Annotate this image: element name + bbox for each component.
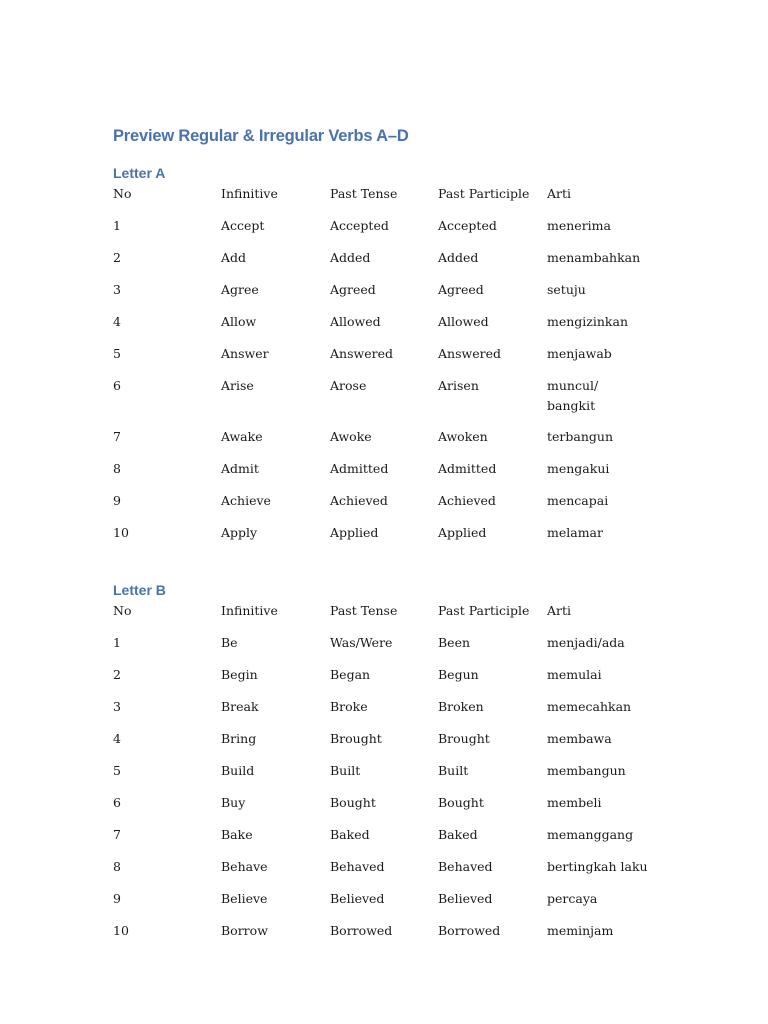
- cell-no: 6: [113, 795, 121, 810]
- cell-no: 5: [113, 346, 121, 361]
- cell-no: 3: [113, 282, 121, 297]
- cell-arti: mengizinkan: [547, 314, 629, 329]
- column-header-past-participle: Past Participle: [438, 603, 530, 618]
- cell-past-participle: Admitted: [438, 461, 497, 476]
- section-heading: Letter A: [113, 165, 166, 181]
- cell-past-participle: Been: [438, 635, 471, 650]
- cell-infinitive: Arise: [221, 378, 254, 393]
- cell-arti: memecahkan: [547, 699, 632, 714]
- cell-past-tense: Borrowed: [330, 923, 393, 938]
- table-row: [113, 459, 658, 491]
- cell-past-tense: Bought: [330, 795, 376, 810]
- cell-arti: melamar: [547, 525, 603, 540]
- cell-past-tense: Added: [330, 250, 371, 265]
- cell-no: 9: [113, 891, 121, 906]
- cell-no: 6: [113, 378, 121, 393]
- cell-infinitive: Admit: [221, 461, 259, 476]
- cell-arti: membawa: [547, 731, 612, 746]
- cell-infinitive: Bake: [221, 827, 253, 842]
- cell-past-participle: Allowed: [438, 314, 489, 329]
- cell-infinitive: Break: [221, 699, 259, 714]
- cell-past-tense: Baked: [330, 827, 370, 842]
- cell-past-tense: Was/Were: [330, 635, 393, 650]
- cell-infinitive: Apply: [221, 525, 258, 540]
- cell-no: 7: [113, 827, 121, 842]
- table-row: [113, 216, 658, 248]
- cell-past-tense: Admitted: [330, 461, 389, 476]
- cell-arti: percaya: [547, 891, 598, 906]
- cell-infinitive: Answer: [221, 346, 269, 361]
- cell-past-participle: Baked: [438, 827, 478, 842]
- cell-past-participle: Borrowed: [438, 923, 501, 938]
- cell-past-participle: Begun: [438, 667, 479, 682]
- table-row: [113, 793, 658, 825]
- table-row: [113, 344, 658, 376]
- cell-arti: mencapai: [547, 493, 609, 508]
- cell-past-tense: Agreed: [330, 282, 376, 297]
- document-page: [113, 124, 673, 953]
- cell-past-tense: Achieved: [330, 493, 388, 508]
- cell-past-participle: Broken: [438, 699, 484, 714]
- column-header-no: No: [113, 186, 132, 201]
- table-row: [113, 312, 658, 344]
- cell-no: 5: [113, 763, 121, 778]
- cell-past-tense: Applied: [330, 525, 379, 540]
- cell-arti-line-1: muncul/: [547, 378, 599, 393]
- cell-no: 4: [113, 314, 121, 329]
- cell-infinitive: Begin: [221, 667, 258, 682]
- cell-infinitive: Be: [221, 635, 238, 650]
- cell-infinitive: Bring: [221, 731, 257, 746]
- cell-past-participle: Bought: [438, 795, 484, 810]
- section-letter-b: [113, 579, 673, 953]
- cell-no: 3: [113, 699, 121, 714]
- cell-past-tense: Arose: [330, 378, 367, 393]
- cell-past-tense: Awoke: [330, 429, 372, 444]
- table-row: [113, 491, 658, 523]
- cell-past-participle: Brought: [438, 731, 490, 746]
- cell-past-participle: Built: [438, 763, 469, 778]
- table-row: [113, 427, 658, 459]
- cell-infinitive: Behave: [221, 859, 268, 874]
- cell-past-participle: Agreed: [438, 282, 484, 297]
- cell-arti: terbangun: [547, 429, 614, 444]
- column-header-infinitive: Infinitive: [221, 603, 278, 618]
- cell-past-participle: Achieved: [438, 493, 496, 508]
- cell-no: 1: [113, 218, 121, 233]
- cell-infinitive: Buy: [221, 795, 246, 810]
- cell-arti: menjawab: [547, 346, 612, 361]
- table-row: [113, 633, 658, 665]
- cell-past-participle: Applied: [438, 525, 487, 540]
- cell-arti: meminjam: [547, 923, 614, 938]
- cell-past-participle: Believed: [438, 891, 493, 906]
- cell-past-participle: Added: [438, 250, 479, 265]
- cell-arti: memulai: [547, 667, 602, 682]
- column-header-no: No: [113, 603, 132, 618]
- column-header-infinitive: Infinitive: [221, 186, 278, 201]
- table-row: [113, 523, 658, 555]
- cell-arti: [547, 376, 658, 427]
- table-row: [113, 280, 658, 312]
- cell-arti: membeli: [547, 795, 602, 810]
- cell-past-tense: Believed: [330, 891, 385, 906]
- table-row: [113, 761, 658, 793]
- cell-past-tense: Brought: [330, 731, 382, 746]
- cell-past-tense: Behaved: [330, 859, 385, 874]
- cell-arti: membangun: [547, 763, 626, 778]
- table-row: [113, 921, 658, 953]
- table-row: [113, 825, 658, 857]
- cell-past-tense: Broke: [330, 699, 368, 714]
- cell-past-participle: Behaved: [438, 859, 493, 874]
- cell-past-tense: Began: [330, 667, 371, 682]
- cell-past-tense: Answered: [330, 346, 393, 361]
- cell-no: 10: [113, 923, 129, 938]
- cell-no: 7: [113, 429, 121, 444]
- cell-arti: menjadi/ada: [547, 635, 625, 650]
- cell-infinitive: Add: [221, 250, 247, 265]
- column-header-arti: Arti: [547, 603, 572, 618]
- cell-past-participle: Accepted: [438, 218, 497, 233]
- table-row: [113, 697, 658, 729]
- column-header-past-tense: Past Tense: [330, 186, 398, 201]
- cell-past-tense: Built: [330, 763, 361, 778]
- cell-past-participle: Answered: [438, 346, 501, 361]
- cell-infinitive: Borrow: [221, 923, 268, 938]
- section-heading: Letter B: [113, 582, 166, 598]
- cell-past-participle: Arisen: [438, 378, 479, 393]
- cell-infinitive: Allow: [221, 314, 257, 329]
- column-header-past-tense: Past Tense: [330, 603, 398, 618]
- cell-arti-line-2: bangkit: [547, 398, 596, 413]
- document-title: Preview Regular & Irregular Verbs A–D: [113, 127, 409, 145]
- cell-no: 2: [113, 667, 121, 682]
- verb-table: [113, 184, 658, 555]
- cell-no: 1: [113, 635, 121, 650]
- cell-infinitive: Agree: [221, 282, 259, 297]
- column-header-arti: Arti: [547, 186, 572, 201]
- cell-no: 8: [113, 859, 121, 874]
- table-row: [113, 857, 658, 889]
- cell-infinitive: Believe: [221, 891, 268, 906]
- cell-infinitive: Accept: [221, 218, 265, 233]
- cell-no: 10: [113, 525, 129, 540]
- table-row: [113, 729, 658, 761]
- cell-arti: menambahkan: [547, 250, 641, 265]
- cell-arti: mengakui: [547, 461, 610, 476]
- table-header-row: [113, 601, 658, 633]
- cell-infinitive: Achieve: [221, 493, 271, 508]
- verb-table: [113, 601, 658, 953]
- cell-arti: setuju: [547, 282, 586, 297]
- cell-infinitive: Awake: [221, 429, 263, 444]
- table-row: [113, 889, 658, 921]
- section-letter-a: [113, 162, 673, 555]
- cell-past-tense: Allowed: [330, 314, 381, 329]
- cell-arti: memanggang: [547, 827, 634, 842]
- cell-no: 9: [113, 493, 121, 508]
- table-row: [113, 248, 658, 280]
- cell-no: 4: [113, 731, 121, 746]
- cell-infinitive: Build: [221, 763, 255, 778]
- table-row: [113, 665, 658, 697]
- table-header-row: [113, 184, 658, 216]
- table-row: [113, 376, 658, 427]
- cell-no: 8: [113, 461, 121, 476]
- cell-past-participle: Awoken: [438, 429, 488, 444]
- cell-past-tense: Accepted: [330, 218, 389, 233]
- cell-arti: menerima: [547, 218, 611, 233]
- cell-no: 2: [113, 250, 121, 265]
- cell-arti: bertingkah laku: [547, 859, 648, 874]
- column-header-past-participle: Past Participle: [438, 186, 530, 201]
